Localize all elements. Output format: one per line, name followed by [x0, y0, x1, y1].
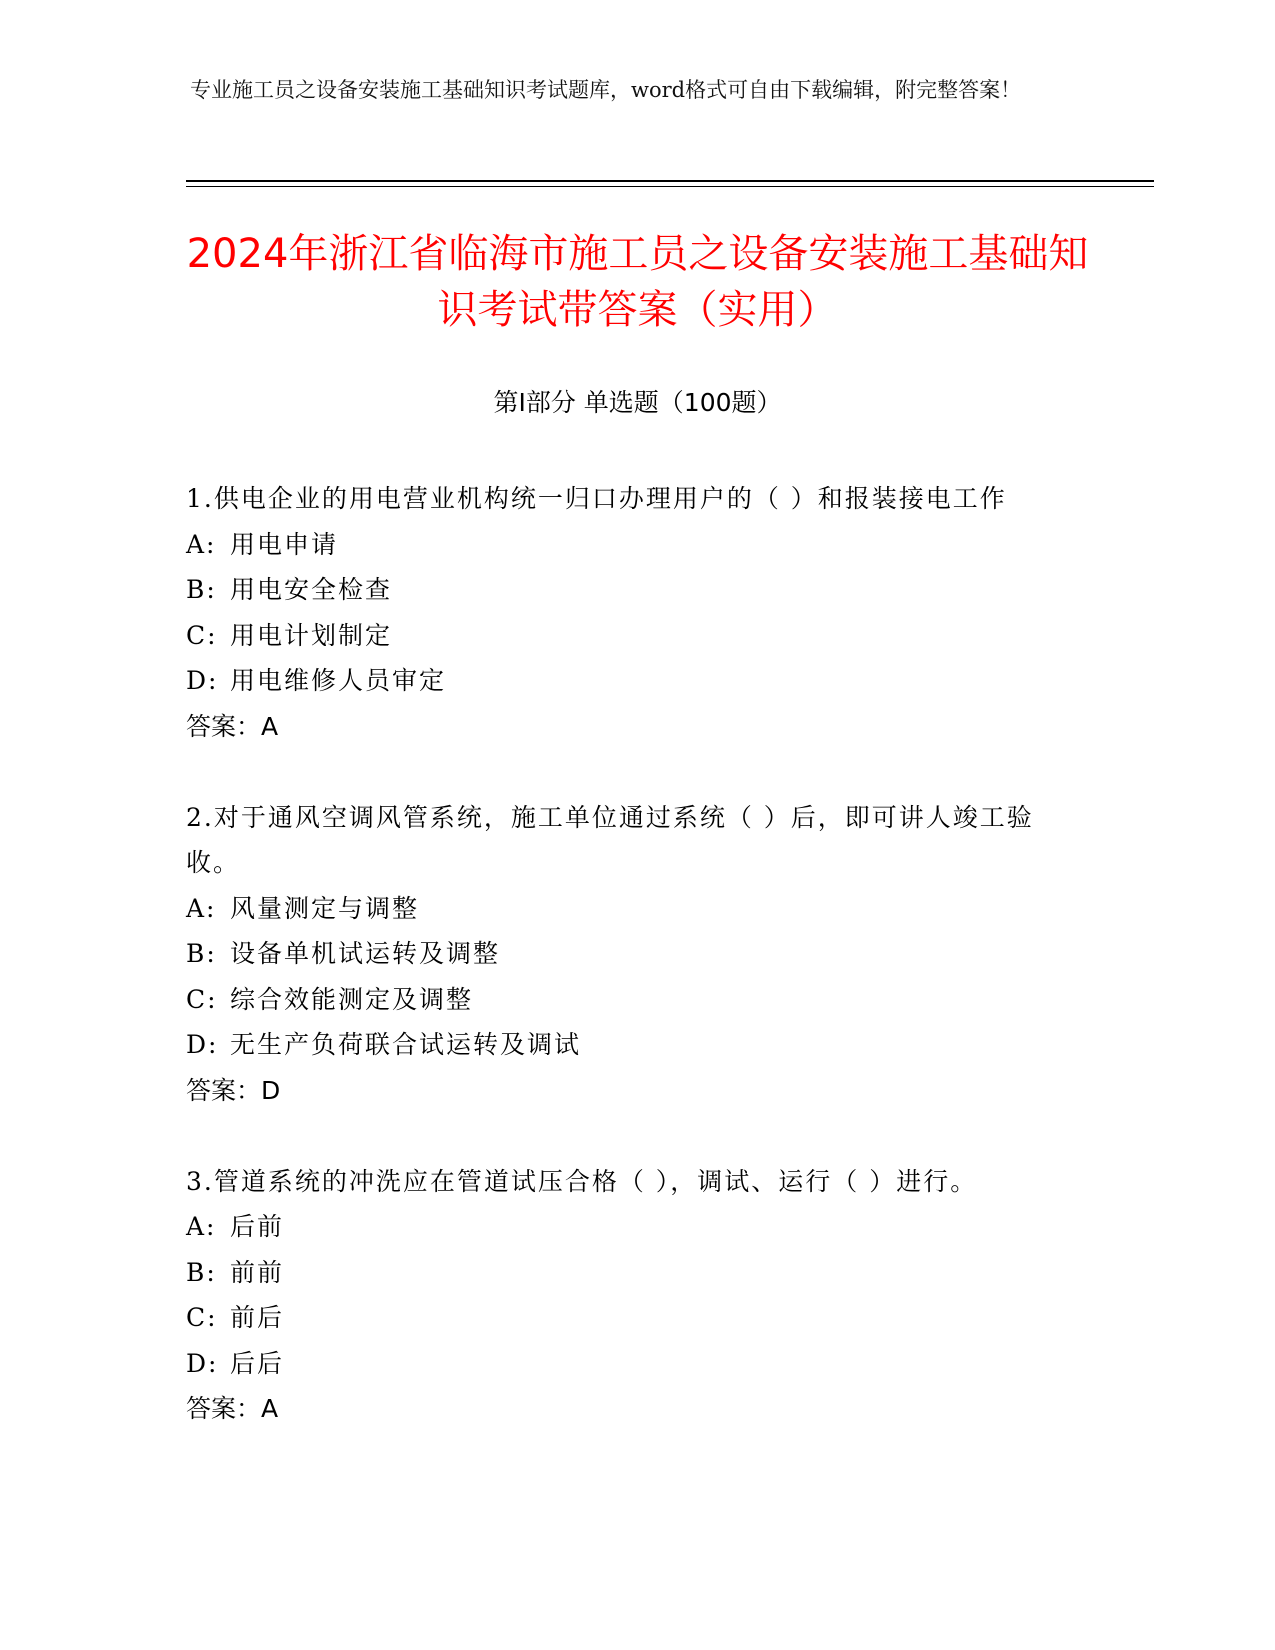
- option-b: [186, 1250, 1086, 1296]
- question-list: [186, 476, 1086, 1432]
- question-stem: 1.供电企业的用电营业机构统一归口办理用户的（ ）和报装接电工作: [186, 484, 1007, 513]
- option-a: [186, 886, 1086, 932]
- option-b: [186, 931, 1086, 977]
- option-text: 后前: [230, 1212, 285, 1241]
- option-text: 用电维修人员审定: [230, 666, 447, 695]
- question-stem: 3.管道系统的冲洗应在管道试压合格（ ），调试、运行（ ）进行。: [186, 1166, 978, 1196]
- option-d: [186, 1341, 1086, 1387]
- question-1: [186, 476, 1086, 749]
- option-b: [186, 567, 1086, 613]
- option-d: [186, 1022, 1086, 1068]
- option-a: [186, 522, 1086, 568]
- question-gap: [186, 749, 1086, 795]
- option-c: [186, 613, 1086, 659]
- option-text: 用电安全检查: [230, 575, 393, 604]
- section-heading: 第I部分 单选题（100题）: [493, 388, 782, 417]
- option-text: 前前: [230, 1257, 285, 1287]
- answer-line: 答案：D: [186, 1075, 281, 1105]
- option-key: A:: [186, 1212, 217, 1241]
- option-key: A:: [186, 893, 217, 923]
- header-rule-thin: [186, 186, 1154, 187]
- option-key: B:: [186, 575, 217, 604]
- option-key: C:: [186, 1303, 218, 1332]
- option-key: D:: [186, 1348, 219, 1378]
- option-key: D:: [186, 1030, 219, 1059]
- option-a: [186, 1204, 1086, 1250]
- option-c: [186, 977, 1086, 1023]
- option-key: D:: [186, 666, 219, 695]
- answer-line: 答案：A: [186, 1394, 279, 1423]
- option-text: 后后: [230, 1348, 285, 1378]
- option-key: C:: [186, 984, 218, 1014]
- option-text: 用电计划制定: [230, 620, 393, 650]
- option-text: 设备单机试运转及调整: [230, 939, 501, 968]
- question-gap: [186, 1113, 1086, 1159]
- option-text: 前后: [230, 1303, 285, 1332]
- option-key: B:: [186, 1257, 217, 1287]
- document-title: 2024年浙江省临海市施工员之设备安装施工基础知识考试带答案（实用）: [186, 231, 1089, 333]
- option-text: 风量测定与调整: [230, 893, 420, 923]
- option-key: A:: [186, 529, 217, 559]
- option-key: C:: [186, 620, 218, 650]
- option-key: B:: [186, 939, 217, 968]
- question-stem: 2.对于通风空调风管系统，施工单位通过系统（ ）后，即可讲人竣工验收。: [186, 802, 1034, 877]
- option-text: 综合效能测定及调整: [230, 984, 474, 1014]
- header-note: 专业施工员之设备安装施工基础知识考试题库，word格式可自由下载编辑，附完整答案！: [190, 78, 1022, 102]
- answer-line: 答案：A: [186, 711, 279, 741]
- option-text: 无生产负荷联合试运转及调试: [230, 1030, 582, 1059]
- question-3: [186, 1159, 1086, 1432]
- header-rule-thick: [186, 180, 1154, 182]
- option-d: [186, 658, 1086, 704]
- option-text: 用电申请: [230, 529, 339, 559]
- question-2: [186, 795, 1086, 1114]
- option-c: [186, 1295, 1086, 1341]
